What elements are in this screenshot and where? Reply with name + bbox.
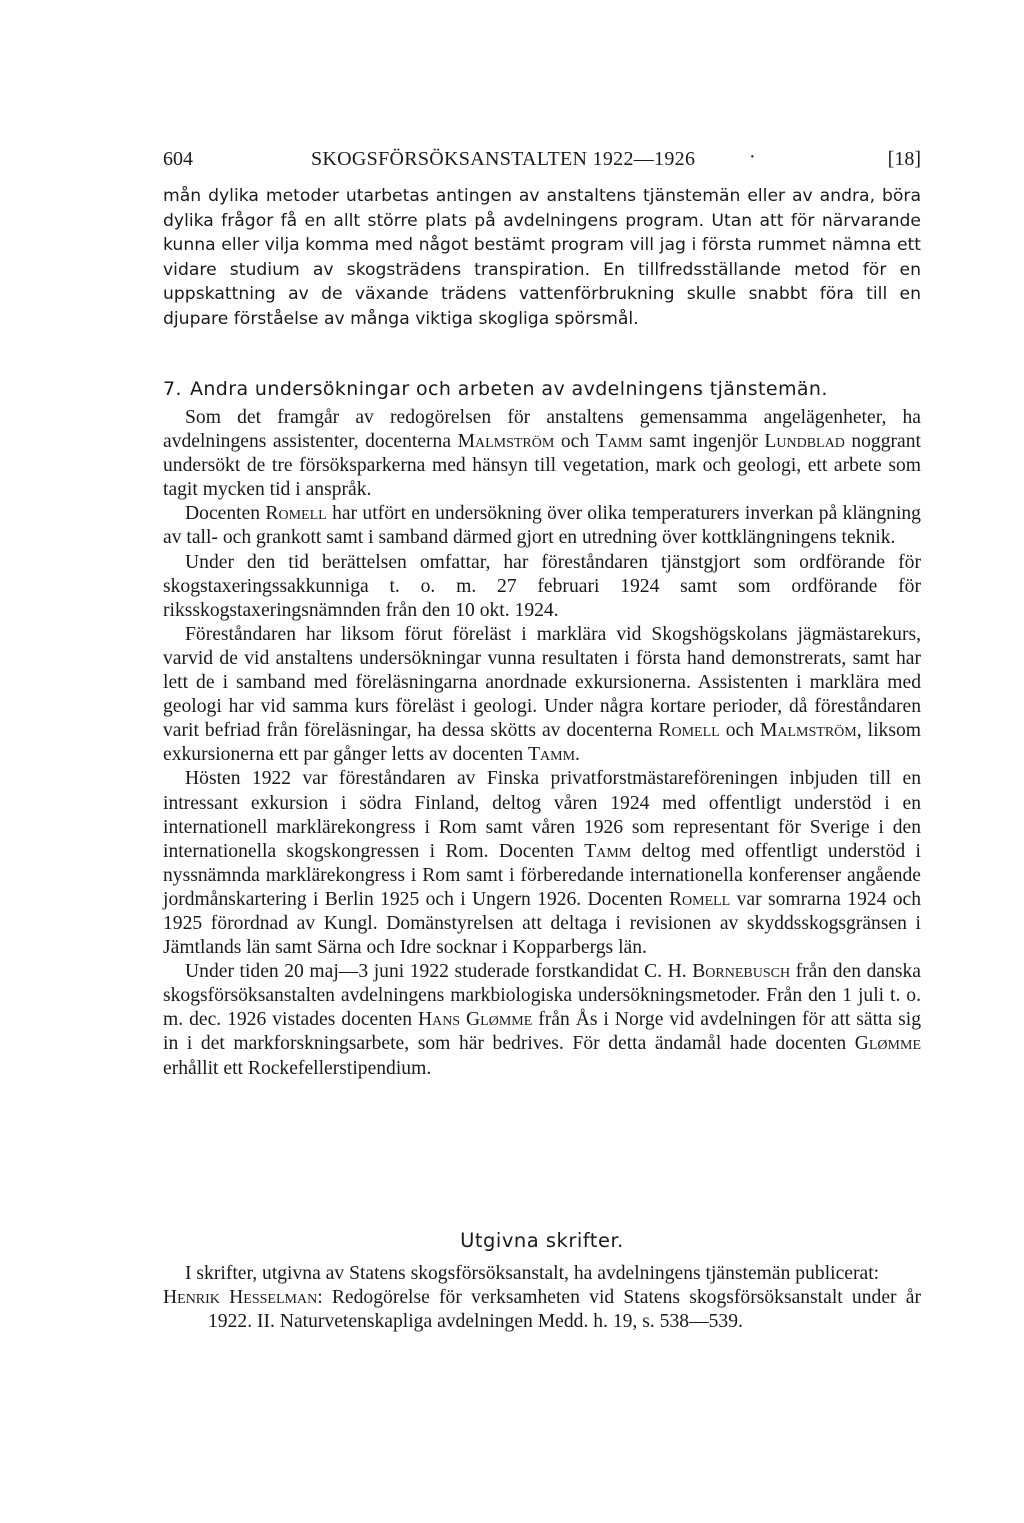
name-romell: Romell bbox=[658, 720, 720, 742]
paragraph-2: Docenten Romell har utfört en undersökning över olika temperaturers inverkan på klängning av tall- och grankott samt i samband därmed gjort en utredning över kottklängningens teknik. bbox=[163, 503, 921, 549]
section-7-title: Andra undersökningar och arbeten av avdelningens tjänstemän. bbox=[189, 378, 828, 400]
name-bornebusch: Bornebusch bbox=[692, 961, 791, 983]
name-tamm: Tamm bbox=[584, 840, 632, 862]
section-7-number: 7. bbox=[163, 378, 182, 400]
section-number: [18] bbox=[887, 148, 921, 170]
publication-text: Redogörelse för verksamheten vid Statens skogsförsöksanstalt under år 1922. II. Naturvetenskapliga avdelningen Medd. h. 19, s. 538—539. bbox=[208, 1287, 921, 1333]
name-tamm: Tamm bbox=[528, 744, 576, 766]
publications-block bbox=[163, 1262, 921, 1334]
publication-entry bbox=[163, 1286, 921, 1334]
paragraph-4: Föreståndaren har liksom förut föreläst i marklära vid Skogshögskolans jägmästarekurs, varvid de vid anstaltens undersökningar vunna resultaten i första hand demonstrerats, samt har lett de i samband med föreläsningarna anordnade exkursionerna. Assistenten i marklära med geologi har vid samma kurs föreläst i geologi. Under några kortare perioder, då föreståndaren varit befriad från föreläsningar, ha dessa skötts av docenterna Romell och Malmström, liksom exkursionerna ett par gånger letts av docenten Tamm. bbox=[163, 623, 921, 766]
publications-heading: Utgivna skrifter. bbox=[460, 1229, 624, 1252]
header-mark: · bbox=[749, 146, 756, 168]
page-header bbox=[163, 146, 921, 172]
name-malmstrom: Malmström bbox=[457, 431, 555, 453]
name-lundblad: Lundblad bbox=[764, 431, 845, 453]
running-title: SKOGSFÖRSÖKSANSTALTEN 1922—1926 bbox=[311, 148, 696, 170]
publication-author: Henrik Hesselman: bbox=[163, 1287, 323, 1309]
name-tamm: Tamm bbox=[595, 431, 643, 453]
name-malmstrom: Malmström bbox=[759, 720, 857, 742]
body-text bbox=[163, 406, 921, 1081]
paragraph-5: Hösten 1922 var föreståndaren av Finska privatforstmästareföreningen inbjuden till en intressant exkursion i södra Finland, deltog våren 1924 med offentligt understöd i en internationell marklärekongress i Rom samt våren 1926 som representant för Sverige i den internationella skogskongressen i Rom. Docenten Tamm deltog med offentligt understöd i nyssnämnda marklärekongress i Rom samt i förberedande internationella konferenser angående jordmånskartering i Berlin 1925 och i Ungern 1926. Docenten Romell var somrarna 1924 och 1925 förordnad av Kungl. Domänstyrelsen att deltaga i revisionen av skyddsskogsgränsen i Jämtlands län samt Särna och Idre socknar i Kopparbergs län. bbox=[163, 768, 921, 959]
intro-paragraph-block bbox=[163, 184, 921, 332]
name-hans-glomme: Hans Glømme bbox=[417, 1009, 533, 1031]
name-romell: Romell bbox=[668, 888, 731, 910]
intro-paragraph: mån dylika metoder utarbetas antingen av anstaltens tjänstemän eller av andra, böra dylika frågor få en allt större plats på avdelningens program. Utan att för närvarande kunna eller vilja komma med något bestämt program vill jag i första rummet nämna ett vidare studium av skogsträdens transpiration. En tillfredsställande metod för en uppskattning av de växande trädens vattenförbrukning skulle snabbt föra till en djupare förståelse av många viktiga skogliga spörsmål. bbox=[163, 186, 921, 329]
paragraph-1: Som det framgår av redogörelsen för anstaltens gemensamma angelägenheter, ha avdelningens assistenter, docenterna Malmström och Tamm samt ingenjör Lundblad noggrant undersökt de tre försöksparkerna med hänsyn till vegetation, mark och geologi, ett arbete som tagit mycken tid i anspråk. bbox=[163, 407, 921, 501]
name-glomme: Glømme bbox=[854, 1033, 921, 1055]
name-romell: Romell bbox=[265, 503, 327, 525]
publications-intro: I skrifter, utgivna av Statens skogsförsöksanstalt, ha avdelningens tjänstemän publicerat: bbox=[185, 1263, 880, 1284]
paragraph-3: Under den tid berättelsen omfattar, har föreståndaren tjänstgjort som ordförande för skogstaxeringssakkunniga t. o. m. 27 februari 1924 samt som ordförande för riksskogstaxeringsnämnden från den 10 okt. 1924. bbox=[163, 551, 921, 621]
page-number: 604 bbox=[163, 148, 193, 170]
paragraph-6: Under tiden 20 maj—3 juni 1922 studerade forstkandidat C. H. Bornebusch från den danska skogsförsöksanstalten avdelningens markbiologiska undersökningsmetoder. Från den 1 juli t. o. m. dec. 1926 vistades docenten Hans Glømme från Ås i Norge vid avdelningen för att sätta sig in i det markforskningsarbete, som här bedrives. För detta ändamål hade docenten Glømme erhållit ett Rockefellerstipendium. bbox=[163, 961, 921, 1079]
section-7-heading bbox=[163, 376, 921, 402]
